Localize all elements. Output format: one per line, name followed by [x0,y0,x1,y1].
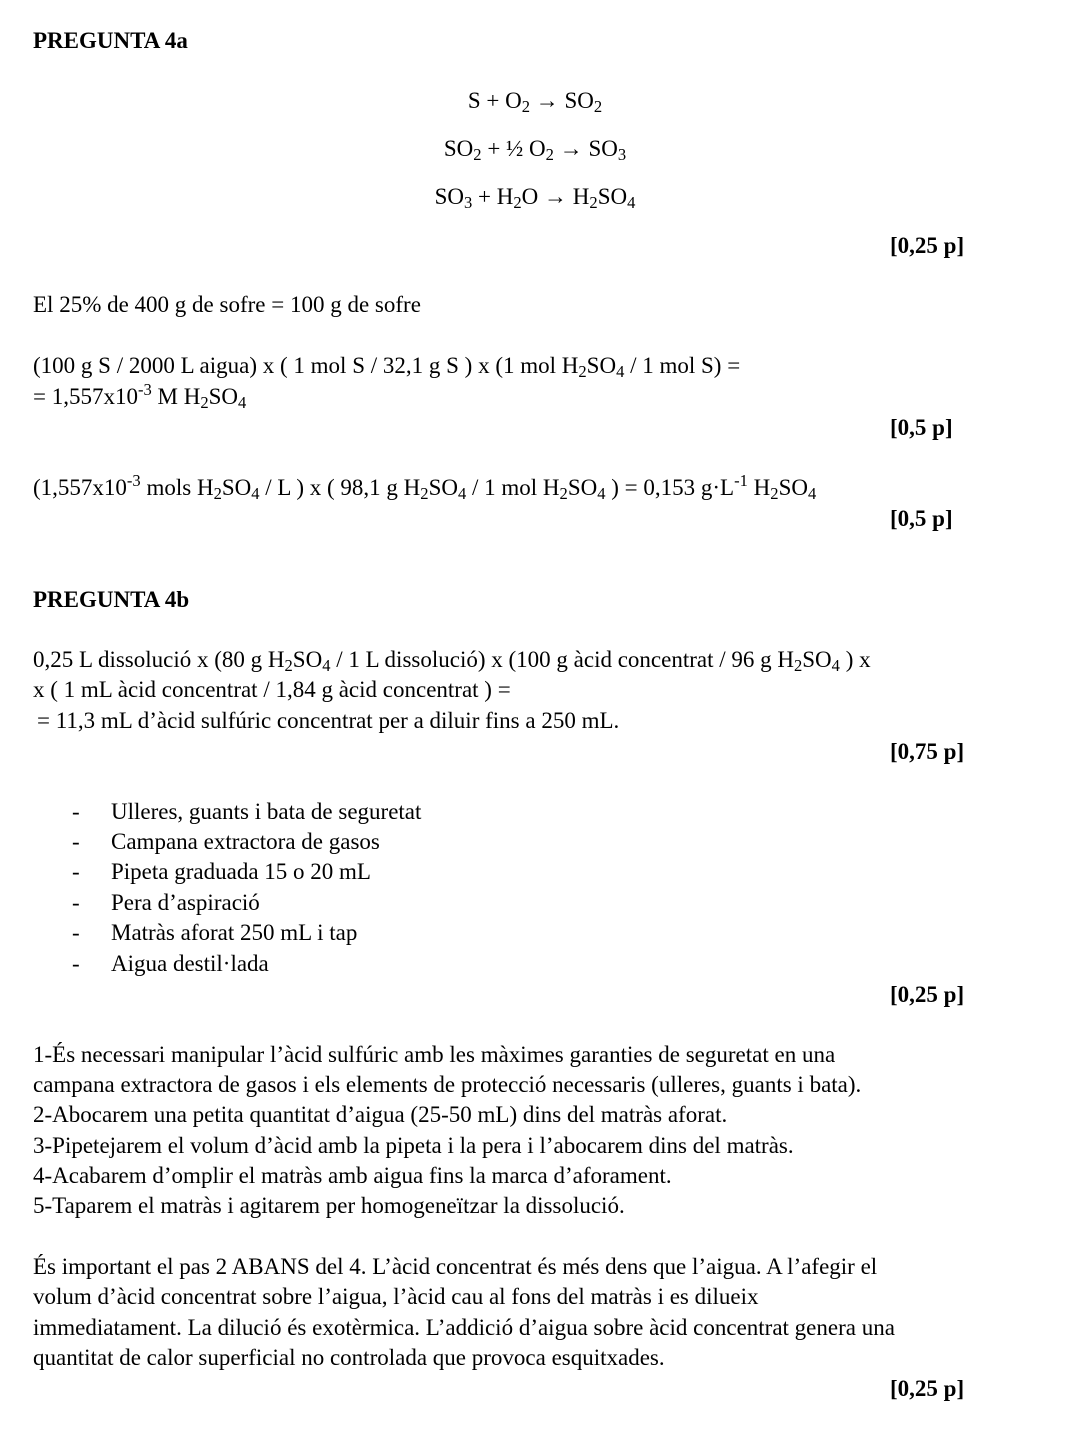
explanation-line: immediatament. La dilució és exotèrmica. L’addició d’aigua sobre àcid concentrat genera una [33,1315,895,1340]
heading-4a: PREGUNTA 4a [33,28,188,53]
explanation-line: volum d’àcid concentrat sobre l’aigua, l’àcid cau al fons del matràs i es dilueix [33,1284,759,1309]
score-4a-molarity: [0,5 p] [890,415,953,440]
bullet-dash: - [72,890,80,915]
bullet-dash: - [72,799,80,824]
score-4b-materials: [0,25 p] [890,982,965,1007]
score-4b-volume: [0,75 p] [890,739,965,764]
procedure-line: 2-Abocarem una petita quantitat d’aigua (25-50 mL) dins del matràs aforat. [33,1102,728,1127]
equation-1: $S + O_2 \to SO_2$ [467,88,603,117]
procedure-line: 5-Taparem el matràs i agitarem per homogeneïtzar la dissolució. [33,1193,625,1218]
procedure-line: 1-És necessari manipular l’àcid sulfúric amb les màximes garanties de seguretat en una [33,1042,836,1067]
procedure-line: 3-Pipetejarem el volum d’àcid amb la pipeta i la pera i l’abocarem dins del matràs. [33,1133,794,1158]
equation-3: $SO_3 + H_2O \to H_2SO_4$ [434,184,636,213]
molarity-result: = $1,557x10^{-3}$ M $H_2SO_4$ [33,379,247,413]
molarity-calc-line1: (100 g S / 2000 L aigua) x ( 1 mol S / 32,1 g S ) x (1 mol $H_2SO_4 / 1$ mol S) = [33,353,741,382]
volume-calc-line2: x ( 1 mL àcid concentrat / 1,84 g àcid concentrat ) = [33,677,511,702]
list-item [0,888,1070,918]
list-item [0,949,1070,979]
material-item: Campana extractora de gasos [111,829,380,854]
list-item [0,857,1070,887]
heading-4b: PREGUNTA 4b [33,587,190,612]
material-item: Matràs aforat 250 mL i tap [111,920,358,945]
bullet-dash: - [72,859,80,884]
list-item [0,827,1070,857]
concentration-calc: ($1,557x10^{-3}$ mols $H_2SO_4$ / L ) x ( 98,1 g $H_2SO_4 / 1$ mol $H_2SO_4$ ) = 0,153 $g\cdot L^{-1}$ $H_2SO_4$ [33,470,817,504]
bullet-dash: - [72,951,80,976]
list-item [0,797,1070,827]
equation-2: $SO_2$ + ½ $O_2 \to SO_3$ [443,136,627,165]
material-item: Pipeta graduada 15 o 20 mL [111,859,371,884]
explanation-line: És important el pas 2 ABANS del 4. L’àcid concentrat és més dens que l’aigua. A l’afegir el [33,1254,878,1279]
sulfur-mass-line: El 25% de 400 g de sofre = 100 g de sofre [33,292,421,317]
volume-calc-line1: 0,25 L dissolució x (80 g $H_2SO_4 / 1$ L dissolució) x (100 g àcid concentrat / 96 g $H_2SO_4$ ) x [33,647,871,676]
list-item [0,918,1070,948]
bullet-dash: - [72,829,80,854]
score-4a-equations: [0,25 p] [890,233,965,258]
material-item: Pera d’aspiració [111,890,260,915]
bullet-dash: - [72,920,80,945]
volume-result: = 11,3 mL d’àcid sulfúric concentrat per a diluir fins a 250 mL. [37,708,620,733]
score-4a-concentration: [0,5 p] [890,506,953,531]
explanation-line: quantitat de calor superficial no controlada que provoca esquitxades. [33,1345,665,1370]
procedure-line: 4-Acabarem d’omplir el matràs amb aigua fins la marca d’aforament. [33,1163,672,1188]
score-4b-procedure: [0,25 p] [890,1376,965,1401]
material-item: Ulleres, guants i bata de seguretat [111,799,422,824]
procedure-line: campana extractora de gasos i els elements de protecció necessaris (ulleres, guants i bata). [33,1072,862,1097]
material-item: Aigua destil·lada [111,951,269,976]
